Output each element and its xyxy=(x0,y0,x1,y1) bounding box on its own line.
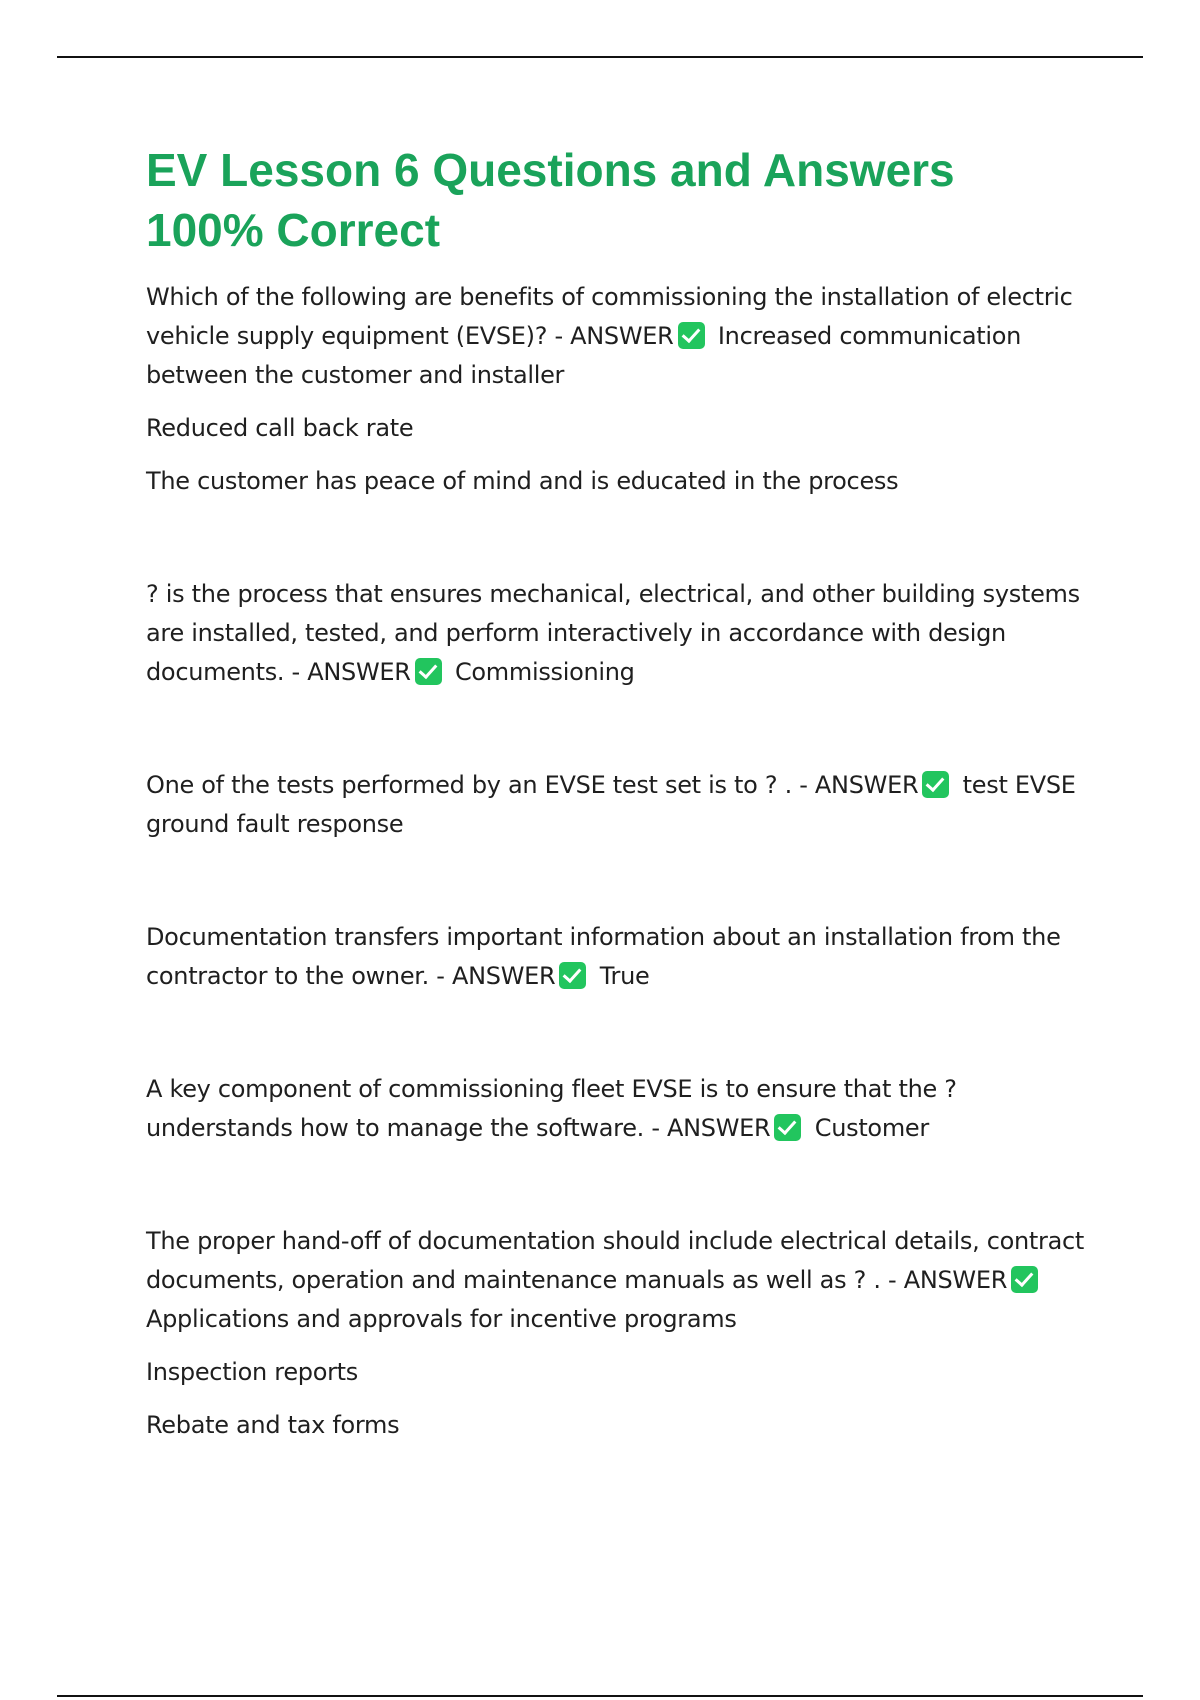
qa-question xyxy=(146,1070,1096,1148)
answer-extra: Inspection reports xyxy=(146,1358,358,1386)
question-text: ? is the process that ensures mechanical, electrical, and other building systems are installed, tested, and perform interactively in accordance with design documents. - ANSWER xyxy=(146,580,1080,686)
answer-extra: Rebate and tax forms xyxy=(146,1411,400,1439)
answer-text: test EVSE ground fault response xyxy=(146,771,1076,838)
question-text: The proper hand-off of documentation should include electrical details, contract documents, operation and maintenance manuals as well as ? . - ANSWER xyxy=(146,1227,1085,1294)
question-text: A key component of commissioning fleet EVSE is to ensure that the ? understands how to manage the software. - ANSWER xyxy=(146,1075,957,1142)
check-box-icon xyxy=(922,771,949,798)
answer-extra: Reduced call back rate xyxy=(146,414,414,442)
qa-item xyxy=(146,766,1096,844)
document-title xyxy=(146,140,1096,260)
qa-question xyxy=(146,575,1096,692)
check-box-icon xyxy=(1011,1266,1038,1293)
qa-item xyxy=(146,575,1096,692)
answer-text: Commissioning xyxy=(454,658,635,686)
check-box-icon xyxy=(774,1114,801,1141)
check-box-icon xyxy=(415,658,442,685)
qa-item xyxy=(146,918,1096,996)
qa-item xyxy=(146,1222,1096,1445)
document-body xyxy=(146,140,1096,1459)
check-box-icon xyxy=(559,962,586,989)
question-text: Documentation transfers important information about an installation from the contractor to the owner. - ANSWER xyxy=(146,923,1061,990)
question-text: Which of the following are benefits of commissioning the installation of electric vehicle supply equipment (EVSE)? - ANSWER xyxy=(146,283,1073,350)
question-text: One of the tests performed by an EVSE test set is to ? . - ANSWER xyxy=(146,771,919,799)
qa-question xyxy=(146,1222,1096,1339)
top-rule xyxy=(57,56,1143,58)
qa-item xyxy=(146,278,1096,501)
answer-text: Increased communication between the customer and installer xyxy=(146,322,1022,389)
title-line-1: EV Lesson 6 Questions and Answers xyxy=(146,144,955,196)
qa-question xyxy=(146,766,1096,844)
qa-item xyxy=(146,1070,1096,1148)
check-box-icon xyxy=(678,322,705,349)
answer-extra: The customer has peace of mind and is educated in the process xyxy=(146,467,899,495)
qa-question xyxy=(146,918,1096,996)
title-line-2: 100% Correct xyxy=(146,204,441,256)
bottom-rule xyxy=(57,1695,1143,1697)
answer-text: True xyxy=(599,962,650,990)
answer-text: Customer xyxy=(814,1114,929,1142)
answer-text: Applications and approvals for incentive programs xyxy=(146,1305,737,1333)
qa-question xyxy=(146,278,1096,395)
